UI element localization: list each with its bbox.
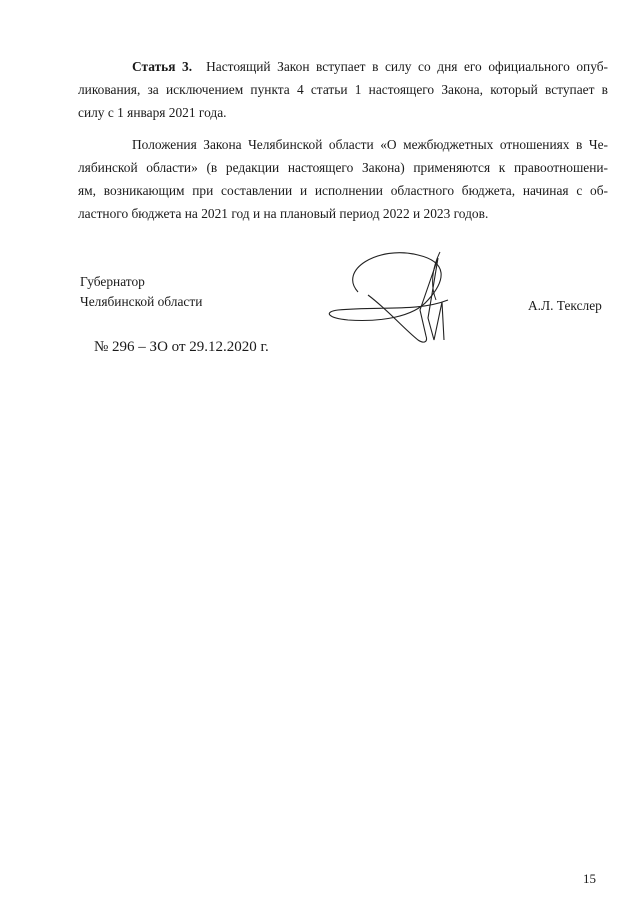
signatory-name: А.Л. Текслер (528, 298, 602, 313)
article-label: Статья 3. (132, 59, 193, 74)
article-3-line-3: силу с 1 января 2021 года. (78, 105, 227, 120)
provision-line-2: лябинской области» (в редакции настоящего Закона) применяются к правоотношени- (78, 160, 608, 175)
provision-line-3: ям, возникающим при составлении и исполнении областного бюджета, начиная с об- (78, 183, 608, 198)
signatory-title (80, 272, 202, 312)
provision-line-4: ластного бюджета на 2021 год и на плановый период 2022 и 2023 годов. (78, 206, 489, 221)
article-3-paragraph (78, 55, 608, 124)
article-3-line-2: ликования, за исключением пункта 4 статьи 1 настоящего Закона, который вступает в (78, 82, 608, 97)
handwritten-signature (318, 240, 468, 355)
provision-paragraph (78, 133, 608, 225)
page-number: 15 (583, 871, 596, 886)
provision-line-1: Положения Закона Челябинской области «О межбюджетных отношениях в Че- (132, 137, 608, 152)
law-number: № 296 – ЗО от 29.12.2020 г. (94, 339, 269, 355)
article-3-line-1: Статья 3. Настоящий Закон вступает в силу со дня его официального опуб- (132, 59, 608, 74)
signatory-title-line-2: Челябинской области (80, 294, 203, 309)
signatory-title-line-1: Губернатор (80, 274, 145, 289)
